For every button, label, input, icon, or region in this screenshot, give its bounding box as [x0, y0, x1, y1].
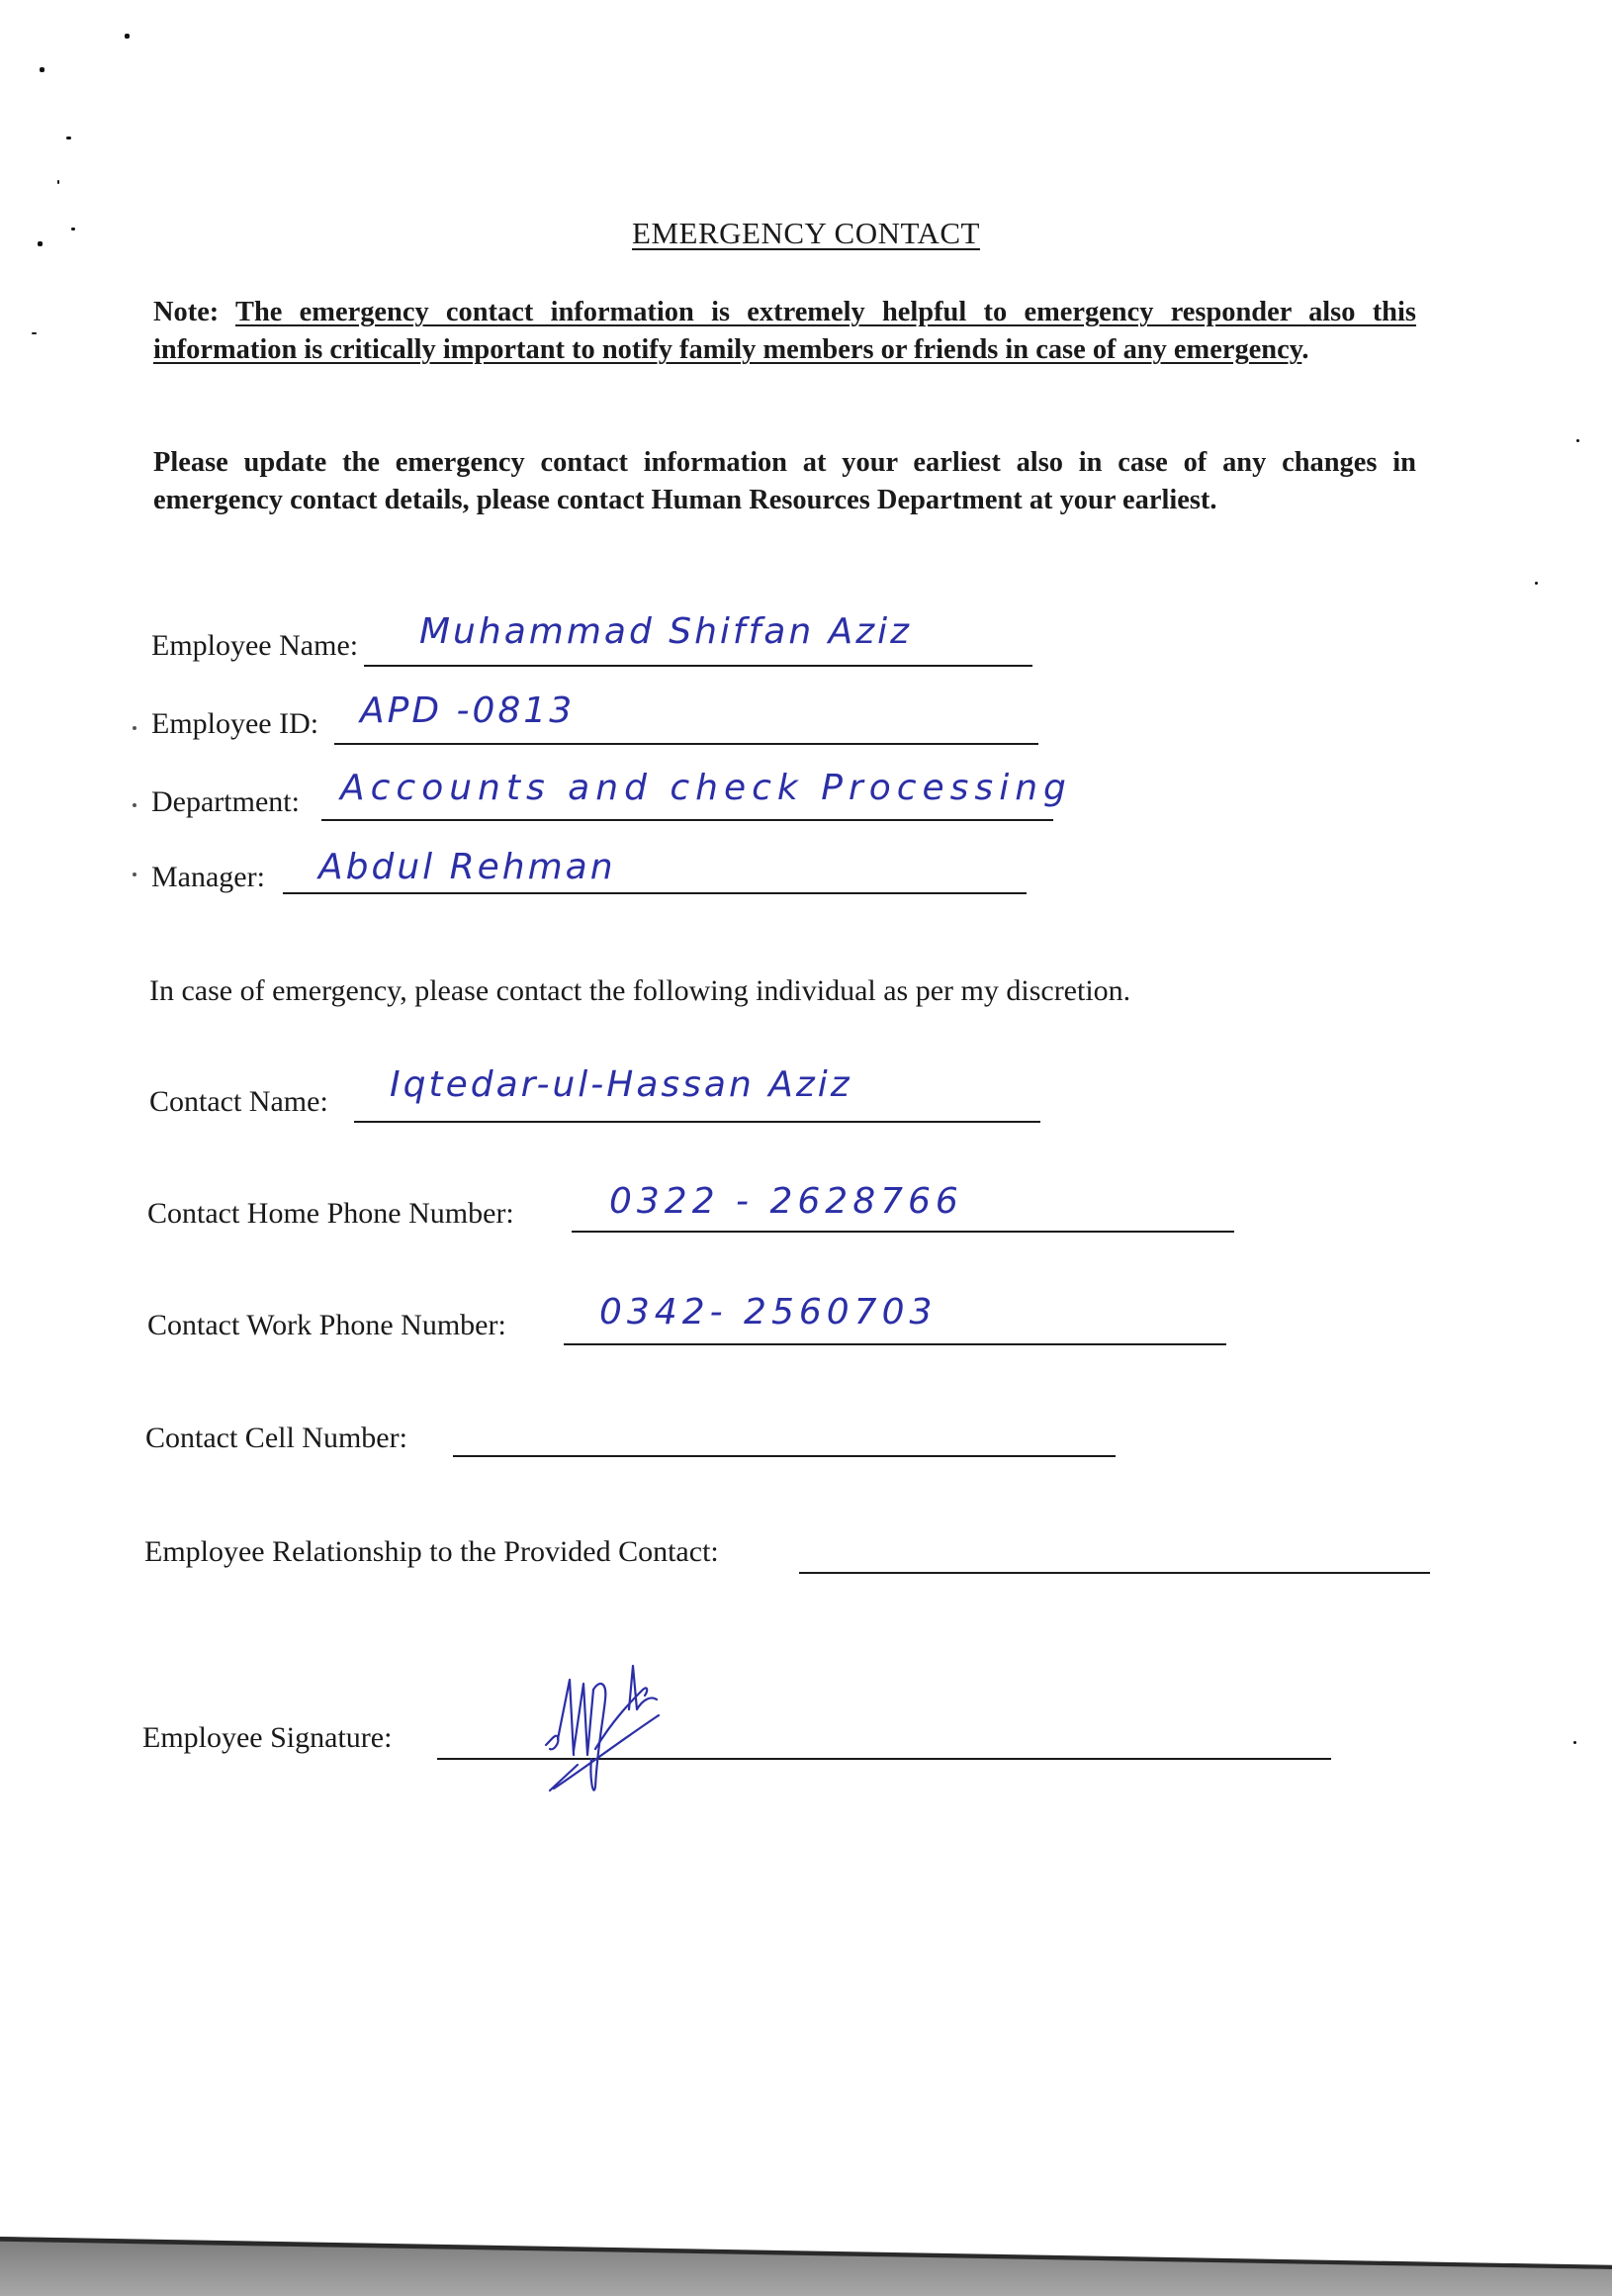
scan-speck	[40, 67, 45, 72]
employee-id-line	[334, 743, 1038, 745]
scan-speck	[1573, 1741, 1576, 1744]
title-text: EMERGENCY CONTACT	[632, 216, 980, 250]
department-value[interactable]: Accounts and check Processing	[340, 768, 1072, 808]
scan-speck	[66, 137, 71, 139]
scan-speck	[57, 180, 59, 184]
contact-name-line	[354, 1121, 1040, 1123]
employee-name-value[interactable]: Muhammad Shiffan Aziz	[419, 611, 913, 652]
contact-work-phone-value[interactable]: 0342- 2560703	[599, 1292, 938, 1332]
manager-label: Manager:	[151, 861, 265, 893]
department-label: Department:	[151, 785, 300, 818]
contact-cell-number-label: Contact Cell Number:	[145, 1422, 407, 1454]
employee-name-label: Employee Name:	[151, 629, 359, 662]
contact-work-phone-line	[564, 1343, 1226, 1345]
note-suffix: .	[1301, 333, 1309, 365]
employee-name-line	[364, 665, 1032, 667]
note-text: The emergency contact information is extremely helpful to emergency responder also this information is critically important to notify family members or friends in case of any emergency	[153, 296, 1416, 365]
contact-intro-text: In case of emergency, please contact the following individual as per my discretion.	[149, 974, 1131, 1007]
bullet-dot	[133, 803, 136, 807]
contact-home-phone-value[interactable]: 0322 - 2628766	[609, 1181, 963, 1222]
contact-work-phone-label: Contact Work Phone Number:	[147, 1309, 506, 1341]
instruction-paragraph: Please update the emergency contact information at your earliest also in case of any changes in emergency contact details, please contact Human Resources Department at your earliest.	[153, 446, 1416, 515]
employee-id-label: Employee ID:	[151, 707, 319, 740]
document-title	[0, 216, 1612, 251]
contact-cell-number-line[interactable]	[453, 1455, 1116, 1457]
note-prefix: Note:	[153, 296, 236, 327]
note-paragraph	[153, 293, 1416, 368]
relationship-label: Employee Relationship to the Provided Contact:	[144, 1535, 719, 1568]
contact-home-phone-label: Contact Home Phone Number:	[147, 1197, 514, 1230]
contact-name-value[interactable]: Iqtedar-ul-Hassan Aziz	[390, 1064, 852, 1105]
scan-speck	[1576, 439, 1579, 442]
scan-speck	[32, 332, 37, 334]
manager-value[interactable]: Abdul Rehman	[318, 847, 616, 887]
contact-home-phone-line	[572, 1231, 1234, 1233]
department-line	[321, 819, 1053, 821]
scan-speck	[1535, 582, 1538, 585]
scan-speck	[125, 34, 130, 39]
contact-name-label: Contact Name:	[149, 1085, 328, 1118]
bullet-dot	[133, 872, 136, 876]
signature-label: Employee Signature:	[142, 1721, 393, 1754]
manager-line	[283, 892, 1027, 894]
bullet-dot	[133, 726, 136, 730]
relationship-line[interactable]	[799, 1572, 1430, 1574]
employee-id-value[interactable]: APD -0813	[360, 690, 576, 731]
signature-mark	[534, 1660, 712, 1808]
